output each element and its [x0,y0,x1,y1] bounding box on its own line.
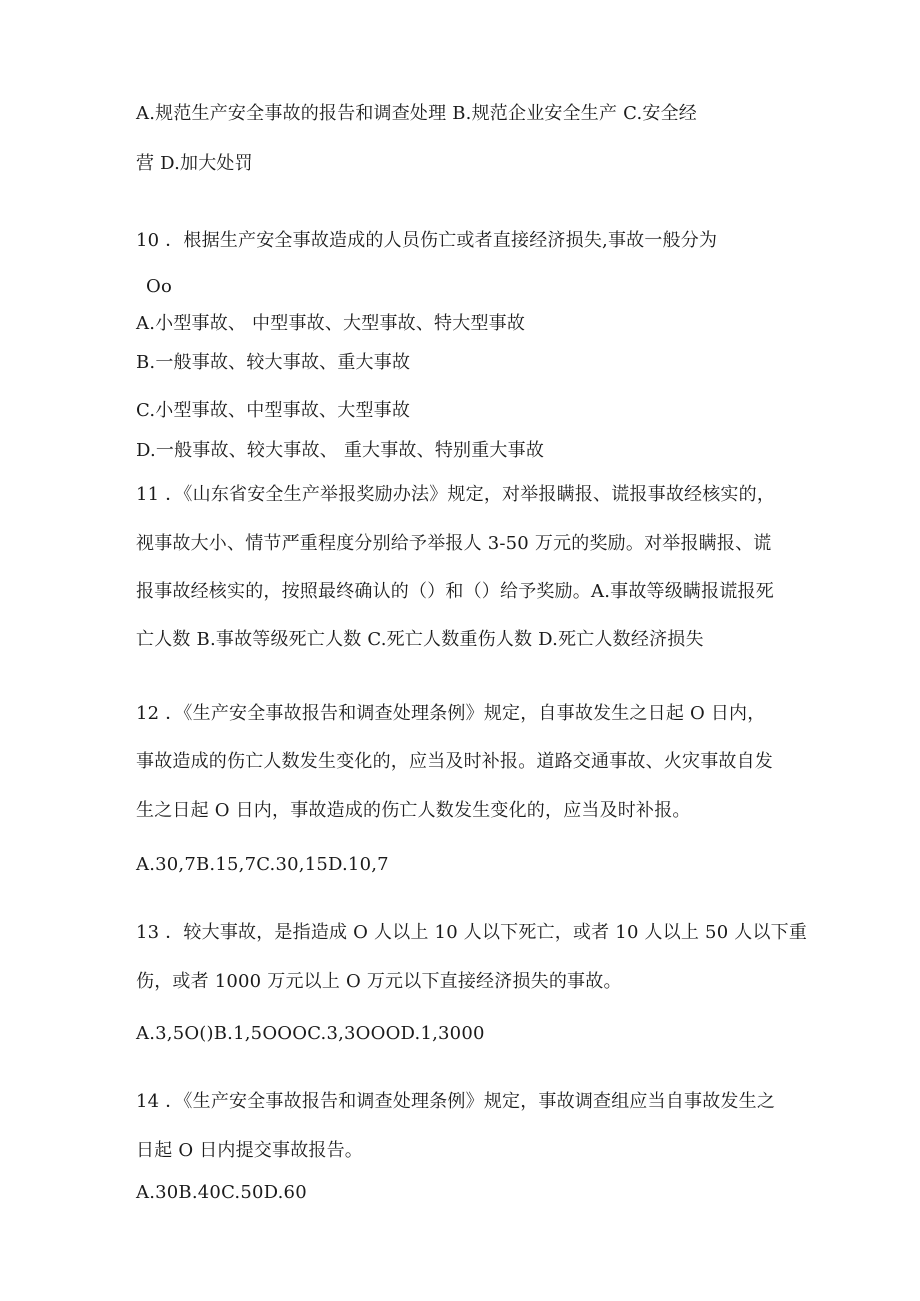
q9-options-line-2: 营 D.加大处罚 [136,153,253,174]
q11-line-1: 11 ．《山东省安全生产举报奖励办法》规定，对举报瞒报、谎报事故经核实的， [136,484,776,505]
q12-line-3: 生之日起 O 日内，事故造成的伤亡人数发生变化的，应当及时补报。 [136,800,691,821]
q14-options: A.30B.40C.50D.60 [136,1182,307,1203]
q12-line-2: 事故造成的伤亡人数发生变化的，应当及时补报。道路交通事故、火灾事故自发 [136,751,773,772]
q10-option-d: D.一般事故、较大事故、 重大事故、特别重大事故 [136,440,545,461]
q13-line-1: 13 ．较大事故，是指造成 O 人以上 10 人以下死亡，或者 10 人以上 50 人以下重 [136,922,808,943]
q10-stem-line-2: Oo [146,276,172,297]
q12-line-1: 12 ．《生产安全事故报告和调查处理条例》规定，自事故发生之日起 O 日内， [136,703,766,724]
q11-line-3: 报事故经核实的，按照最终确认的（）和（）给予奖励。A.事故等级瞒报谎报死 [136,581,774,602]
q11-line-2: 视事故大小、情节严重程度分别给予举报人 3-50 万元的奖励。对举报瞒报、谎 [136,533,772,554]
q10-option-b: B.一般事故、较大事故、重大事故 [136,352,411,373]
q14-line-1: 14 ．《生产安全事故报告和调查处理条例》规定，事故调查组应当自事故发生之 [136,1091,776,1112]
q10-stem-line-1: 10 ．根据生产安全事故造成的人员伤亡或者直接经济损失,事故一般分为 [136,230,718,251]
q10-option-c: C.小型事故、中型事故、大型事故 [136,400,411,421]
q10-option-a: A.小型事故、 中型事故、大型事故、特大型事故 [136,313,526,334]
q12-options: A.30,7B.15,7C.30,15D.10,7 [136,854,389,875]
q14-line-2: 日起 O 日内提交事故报告。 [136,1140,363,1161]
q9-options-line-1: A.规范生产安全事故的报告和调查处理 B.规范企业安全生产 C.安全经 [136,103,697,124]
q13-line-2: 伤，或者 1000 万元以上 O 万元以下直接经济损失的事故。 [136,971,622,992]
q11-line-4: 亡人数 B.事故等级死亡人数 C.死亡人数重伤人数 D.死亡人数经济损失 [136,629,704,650]
q13-options: A.3,5O()B.1,5OOOC.3,3OOOD.1,3000 [136,1023,485,1044]
